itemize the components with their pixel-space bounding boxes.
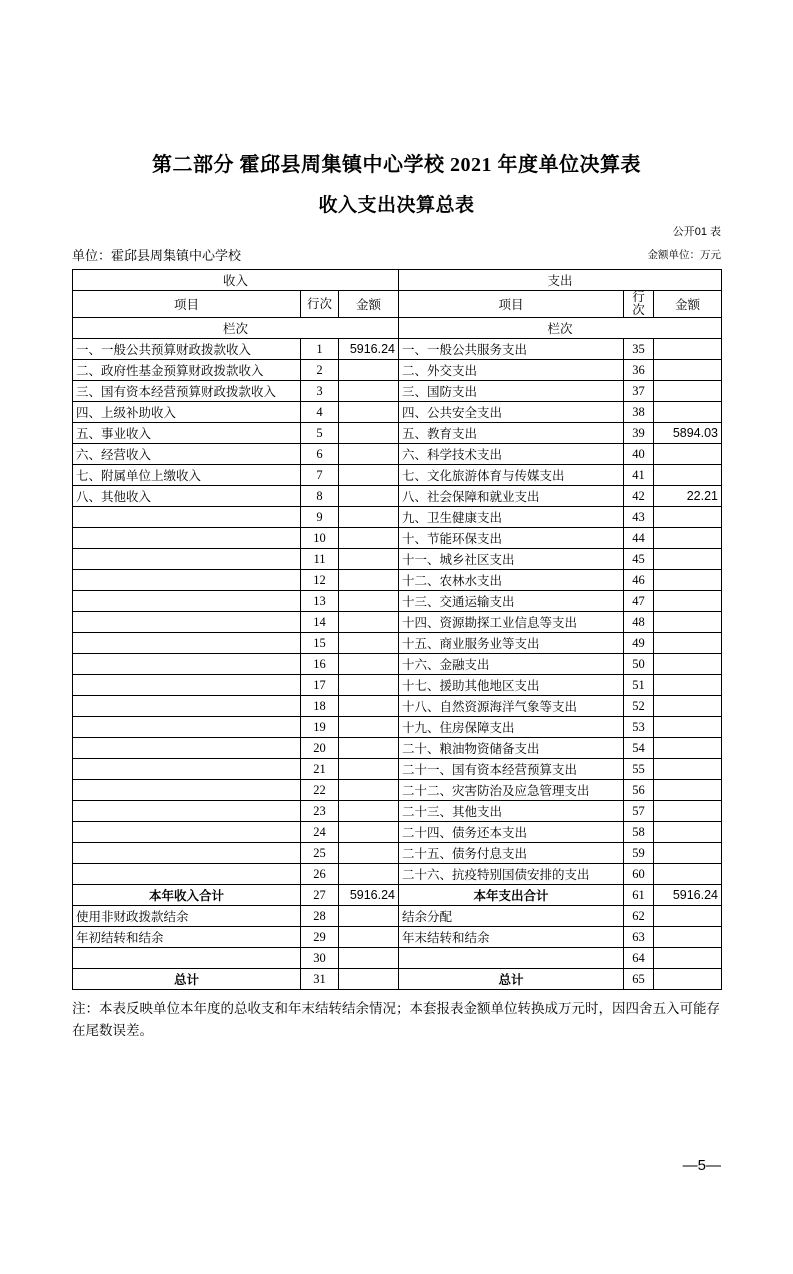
col-header-expense-line: 行次 [624, 291, 654, 318]
income-amount-cell [339, 381, 399, 402]
expense-line-cell: 55 [624, 759, 654, 780]
expense-amount-cell [654, 864, 722, 885]
income-amount-cell [339, 969, 399, 990]
income-amount-cell [339, 591, 399, 612]
income-line-cell: 6 [301, 444, 339, 465]
income-line-cell: 23 [301, 801, 339, 822]
expense-item-cell: 二十、粮油物资储备支出 [399, 738, 624, 759]
income-line-cell: 12 [301, 570, 339, 591]
expense-item-cell: 十三、交通运输支出 [399, 591, 624, 612]
income-amount-cell [339, 402, 399, 423]
income-line-cell: 20 [301, 738, 339, 759]
expense-amount-cell [654, 612, 722, 633]
expense-amount-cell: 5894.03 [654, 423, 722, 444]
table-row [73, 444, 722, 465]
income-line-cell: 5 [301, 423, 339, 444]
expense-item-cell: 十二、农林水支出 [399, 570, 624, 591]
income-item-cell [73, 738, 301, 759]
income-item-cell: 六、经营收入 [73, 444, 301, 465]
income-line-cell: 4 [301, 402, 339, 423]
expense-item-cell: 十六、金融支出 [399, 654, 624, 675]
income-line-cell: 24 [301, 822, 339, 843]
income-item-cell [73, 549, 301, 570]
expense-line-cell: 43 [624, 507, 654, 528]
expense-line-cell: 44 [624, 528, 654, 549]
table-row [73, 486, 722, 507]
expense-amount-cell [654, 906, 722, 927]
col-header-expense-amount: 金额 [654, 291, 722, 318]
income-line-cell: 29 [301, 927, 339, 948]
expense-amount-cell [654, 465, 722, 486]
table-row [73, 654, 722, 675]
income-line-cell: 13 [301, 591, 339, 612]
page-number: —5— [682, 1157, 721, 1174]
income-item-cell: 四、上级补助收入 [73, 402, 301, 423]
expense-item-cell: 十四、资源勘探工业信息等支出 [399, 612, 624, 633]
table-row [73, 381, 722, 402]
expense-line-cell: 53 [624, 717, 654, 738]
income-line-cell: 7 [301, 465, 339, 486]
expense-item-cell: 十、节能环保支出 [399, 528, 624, 549]
expense-line-cell: 64 [624, 948, 654, 969]
income-item-cell: 一、一般公共预算财政拨款收入 [73, 339, 301, 360]
table-row [73, 423, 722, 444]
income-line-cell: 15 [301, 633, 339, 654]
form-code: 公开01 表 [672, 226, 721, 238]
expense-line-cell: 65 [624, 969, 654, 990]
income-amount-cell [339, 843, 399, 864]
income-amount-cell [339, 675, 399, 696]
table-row [73, 570, 722, 591]
income-amount-cell [339, 864, 399, 885]
lan-header-expense: 栏次 [399, 318, 722, 339]
income-item-cell [73, 801, 301, 822]
expense-item-cell: 一、一般公共服务支出 [399, 339, 624, 360]
expense-line-cell: 42 [624, 486, 654, 507]
expense-item-cell: 二十二、灾害防治及应急管理支出 [399, 780, 624, 801]
income-amount-cell [339, 948, 399, 969]
expense-item-cell: 年末结转和结余 [399, 927, 624, 948]
income-amount-cell [339, 780, 399, 801]
income-line-cell: 25 [301, 843, 339, 864]
unit-label: 单位：霍邱县周集镇中心学校 [72, 248, 242, 263]
income-item-cell: 总计 [73, 969, 301, 990]
income-amount-cell [339, 801, 399, 822]
income-amount-cell [339, 549, 399, 570]
income-item-cell [73, 759, 301, 780]
table-summary-row [73, 948, 722, 969]
expense-item-cell: 二十四、债务还本支出 [399, 822, 624, 843]
expense-item-cell: 十八、自然资源海洋气象等支出 [399, 696, 624, 717]
table-column-header-row [73, 291, 722, 318]
expense-item-cell: 十七、援助其他地区支出 [399, 675, 624, 696]
income-amount-cell [339, 633, 399, 654]
page-subtitle: 收入支出决算总表 [318, 195, 475, 216]
expense-amount-cell [654, 822, 722, 843]
expense-amount-cell [654, 360, 722, 381]
expense-line-cell: 63 [624, 927, 654, 948]
table-lan-header-row [73, 318, 722, 339]
expense-line-cell: 47 [624, 591, 654, 612]
income-amount-cell [339, 654, 399, 675]
expense-amount-cell [654, 444, 722, 465]
expense-item-cell: 二十一、国有资本经营预算支出 [399, 759, 624, 780]
lan-header-income: 栏次 [73, 318, 399, 339]
expense-line-cell: 62 [624, 906, 654, 927]
table-row [73, 612, 722, 633]
income-item-cell [73, 633, 301, 654]
expense-amount-cell: 22.21 [654, 486, 722, 507]
expense-line-cell: 56 [624, 780, 654, 801]
table-row [73, 801, 722, 822]
expense-amount-cell [654, 717, 722, 738]
table-row [73, 696, 722, 717]
table-note: 注：本表反映单位本年度的总收支和年末结转结余情况；本套报表金额单位转换成万元时，因四舍五入可能存在尾数误差。 [72, 1001, 720, 1038]
expense-line-cell: 60 [624, 864, 654, 885]
income-item-cell: 八、其他收入 [73, 486, 301, 507]
expense-item-cell: 五、教育支出 [399, 423, 624, 444]
income-line-cell: 19 [301, 717, 339, 738]
expense-item-cell: 四、公共安全支出 [399, 402, 624, 423]
expense-amount-cell [654, 633, 722, 654]
income-line-cell: 22 [301, 780, 339, 801]
income-line-cell: 27 [301, 885, 339, 906]
document-page [0, 152, 793, 1274]
col-header-expense-item: 项目 [399, 291, 624, 318]
income-item-cell [73, 570, 301, 591]
income-amount-cell [339, 465, 399, 486]
income-item-cell [73, 696, 301, 717]
income-amount-cell: 5916.24 [339, 885, 399, 906]
expense-line-cell: 59 [624, 843, 654, 864]
expense-amount-cell [654, 654, 722, 675]
table-group-header-row [73, 270, 722, 291]
income-line-cell: 9 [301, 507, 339, 528]
income-amount-cell [339, 570, 399, 591]
expense-item-cell: 十五、商业服务业等支出 [399, 633, 624, 654]
expense-amount-cell: 5916.24 [654, 885, 722, 906]
income-amount-cell [339, 822, 399, 843]
expense-item-cell [399, 948, 624, 969]
amount-unit-label: 金额单位：万元 [647, 249, 721, 261]
table-row [73, 549, 722, 570]
expense-item-cell: 二十三、其他支出 [399, 801, 624, 822]
expense-item-cell: 三、国防支出 [399, 381, 624, 402]
income-line-cell: 28 [301, 906, 339, 927]
income-amount-cell [339, 759, 399, 780]
table-row [73, 717, 722, 738]
income-item-cell [73, 948, 301, 969]
expense-item-cell: 九、卫生健康支出 [399, 507, 624, 528]
income-item-cell [73, 780, 301, 801]
income-item-cell [73, 864, 301, 885]
table-row [73, 822, 722, 843]
income-line-cell: 21 [301, 759, 339, 780]
income-amount-cell [339, 507, 399, 528]
table-summary-row [73, 927, 722, 948]
expense-line-cell: 58 [624, 822, 654, 843]
income-line-cell: 2 [301, 360, 339, 381]
expense-amount-cell [654, 549, 722, 570]
income-item-cell [73, 822, 301, 843]
expense-line-cell: 35 [624, 339, 654, 360]
income-item-cell [73, 591, 301, 612]
table-row [73, 780, 722, 801]
expense-amount-cell [654, 843, 722, 864]
expense-amount-cell [654, 738, 722, 759]
income-amount-cell [339, 717, 399, 738]
expense-line-cell: 48 [624, 612, 654, 633]
income-item-cell [73, 528, 301, 549]
income-line-cell: 8 [301, 486, 339, 507]
income-line-cell: 18 [301, 696, 339, 717]
table-row [73, 633, 722, 654]
income-amount-cell [339, 612, 399, 633]
income-amount-cell [339, 423, 399, 444]
income-item-cell [73, 654, 301, 675]
income-line-cell: 26 [301, 864, 339, 885]
table-summary-row [73, 906, 722, 927]
expense-line-cell: 37 [624, 381, 654, 402]
table-row [73, 528, 722, 549]
income-line-cell: 14 [301, 612, 339, 633]
expense-amount-cell [654, 381, 722, 402]
income-line-cell: 10 [301, 528, 339, 549]
form-code-row [72, 227, 721, 245]
expense-amount-cell [654, 927, 722, 948]
expense-amount-cell [654, 801, 722, 822]
expense-amount-cell [654, 339, 722, 360]
income-amount-cell [339, 486, 399, 507]
expense-amount-cell [654, 948, 722, 969]
col-header-income-amount: 金额 [339, 291, 399, 318]
col-header-income-line: 行次 [301, 291, 339, 318]
table-row [73, 591, 722, 612]
expense-amount-cell [654, 528, 722, 549]
income-amount-cell [339, 528, 399, 549]
expense-line-cell: 40 [624, 444, 654, 465]
expense-line-cell: 54 [624, 738, 654, 759]
table-row [73, 738, 722, 759]
income-amount-cell [339, 927, 399, 948]
expense-line-cell: 41 [624, 465, 654, 486]
table-row [73, 843, 722, 864]
income-line-cell: 1 [301, 339, 339, 360]
table-row [73, 339, 722, 360]
income-item-cell: 二、政府性基金预算财政拨款收入 [73, 360, 301, 381]
income-item-cell: 使用非财政拨款结余 [73, 906, 301, 927]
expense-item-cell: 二十六、抗疫特别国债安排的支出 [399, 864, 624, 885]
expense-item-cell: 二、外交支出 [399, 360, 624, 381]
table-row [73, 402, 722, 423]
income-line-cell: 30 [301, 948, 339, 969]
income-item-cell [73, 675, 301, 696]
income-item-cell: 年初结转和结余 [73, 927, 301, 948]
expense-amount-cell [654, 402, 722, 423]
income-amount-cell [339, 738, 399, 759]
income-line-cell: 31 [301, 969, 339, 990]
income-item-cell [73, 717, 301, 738]
income-item-cell: 三、国有资本经营预算财政拨款收入 [73, 381, 301, 402]
expense-amount-cell [654, 969, 722, 990]
income-line-cell: 17 [301, 675, 339, 696]
expense-line-cell: 45 [624, 549, 654, 570]
income-amount-cell [339, 696, 399, 717]
group-header-expense: 支出 [399, 270, 722, 291]
expense-line-cell: 46 [624, 570, 654, 591]
expense-line-cell: 38 [624, 402, 654, 423]
expense-item-cell: 七、文化旅游体育与传媒支出 [399, 465, 624, 486]
expense-item-cell: 十一、城乡社区支出 [399, 549, 624, 570]
income-amount-cell [339, 444, 399, 465]
expense-line-cell: 61 [624, 885, 654, 906]
expense-item-cell: 本年支出合计 [399, 885, 624, 906]
expense-amount-cell [654, 591, 722, 612]
expense-line-cell: 52 [624, 696, 654, 717]
income-line-cell: 16 [301, 654, 339, 675]
income-amount-cell: 5916.24 [339, 339, 399, 360]
table-row [73, 675, 722, 696]
expense-line-cell: 57 [624, 801, 654, 822]
expense-line-cell: 50 [624, 654, 654, 675]
table-summary-row [73, 885, 722, 906]
expense-amount-cell [654, 675, 722, 696]
budget-table [72, 269, 722, 990]
expense-amount-cell [654, 780, 722, 801]
expense-item-cell: 二十五、债务付息支出 [399, 843, 624, 864]
income-item-cell [73, 843, 301, 864]
expense-amount-cell [654, 507, 722, 528]
income-line-cell: 11 [301, 549, 339, 570]
expense-item-cell: 结余分配 [399, 906, 624, 927]
income-item-cell: 五、事业收入 [73, 423, 301, 444]
expense-item-cell: 总计 [399, 969, 624, 990]
expense-item-cell: 十九、住房保障支出 [399, 717, 624, 738]
expense-amount-cell [654, 696, 722, 717]
table-row [73, 507, 722, 528]
expense-amount-cell [654, 759, 722, 780]
table-row [73, 759, 722, 780]
income-item-cell [73, 507, 301, 528]
table-row [73, 360, 722, 381]
expense-line-cell: 51 [624, 675, 654, 696]
unit-row [72, 245, 721, 265]
table-summary-row [73, 969, 722, 990]
expense-line-cell: 36 [624, 360, 654, 381]
income-item-cell: 本年收入合计 [73, 885, 301, 906]
col-header-income-item: 项目 [73, 291, 301, 318]
expense-item-cell: 六、科学技术支出 [399, 444, 624, 465]
expense-amount-cell [654, 570, 722, 591]
expense-line-cell: 49 [624, 633, 654, 654]
income-item-cell: 七、附属单位上缴收入 [73, 465, 301, 486]
expense-item-cell: 八、社会保障和就业支出 [399, 486, 624, 507]
table-row [73, 864, 722, 885]
income-line-cell: 3 [301, 381, 339, 402]
table-row [73, 465, 722, 486]
income-item-cell [73, 612, 301, 633]
income-amount-cell [339, 906, 399, 927]
group-header-income: 收入 [73, 270, 399, 291]
page-title: 第二部分 霍邱县周集镇中心学校 2021 年度单位决算表 [152, 154, 641, 176]
expense-line-cell: 39 [624, 423, 654, 444]
income-amount-cell [339, 360, 399, 381]
